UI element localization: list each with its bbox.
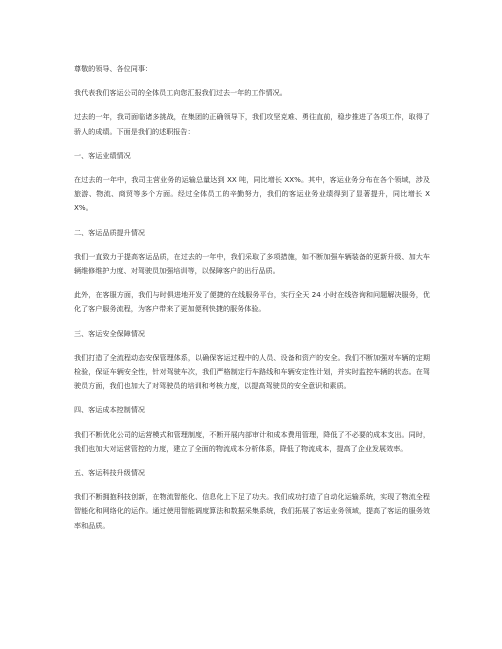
section-paragraph: 我们不断拥抱科技创新，在物流智能化、信息化上下足了功夫。我们成功打造了自动化运输系统，实现了物流全程智能化和网络化的运作。通过使用智能调度算法和数据采集系统，我们拓展了客运业务领域，提高了客运的服务效率和品质。 <box>74 492 430 530</box>
section-heading: 五、客运科技升级情况 <box>74 468 145 478</box>
section-heading: 一、客运业绩情况 <box>74 150 131 160</box>
section-heading: 三、客运安全保障情况 <box>74 328 145 338</box>
greeting: 尊敬的领导、各位同事： <box>74 64 153 73</box>
section-heading: 四、客运成本控制情况 <box>74 405 145 415</box>
section-safety <box>74 327 430 394</box>
section-quality <box>74 226 430 317</box>
overview-paragraph: 过去的一年，我司面临诸多挑战，在集团的正确领导下，我们攻坚克难、勇往直前，稳步推进了各项工作，取得了骄人的成绩。下面是我们的述职报告： <box>74 112 430 136</box>
section-paragraph: 我们打造了全流程动态安保管理体系，以确保客运过程中的人员、设备和资产的安全。我们不断加强对车辆的定期检验，保证车辆安全性，针对驾驶车次，我们严格制定行车路线和车辆安定性计划，并实时监控车辆的状态。在驾驶员方面，我们也加大了对驾驶员的培训和考核力度，以提高驾驶员的安全意识和素质。 <box>74 352 430 391</box>
section-paragraph: 此外，在客服方面，我们与时俱进地开发了便捷的在线服务平台，实行全天 24 小时在线咨询和问题解决服务，优化了客户服务流程，为客户带来了更加便利快捷的服务体验。 <box>74 290 430 314</box>
section-technology <box>74 466 430 533</box>
section-paragraph: 我们不断优化公司的运营模式和管理制度，不断开展内部审计和成本费用管理，降低了不必要的成本支出。同时，我们也加大对运营管控的力度，建立了全面的物流成本分析体系，降低了物流成本，提高了企业发展效率。 <box>74 429 430 453</box>
document-page <box>74 62 430 543</box>
intro-paragraph: 我代表我们客运公司的全体员工向您汇报我们过去一年的工作情况。 <box>74 88 287 98</box>
section-paragraph: 在过去的一年中，我司主营业务的运输总量达到 XX 吨，同比增长 XX%。其中，客运业务分布在各个领域，涉及旅游、物流、商贸等多个方面。经过全体员工的辛勤努力，我们的客运业务业绩得到了显著提升，同比增长 XX%。 <box>74 175 430 213</box>
section-heading: 二、客运品质提升情况 <box>74 227 145 237</box>
section-performance <box>74 149 430 216</box>
section-cost <box>74 403 430 456</box>
section-paragraph: 我们一直致力于提高客运品质，在过去的一年中，我们采取了多项措施，如不断加强车辆装备的更新升级、加大车辆维修维护力度、对驾驶员加强培训等，以保障客户的出行品质。 <box>74 251 430 276</box>
